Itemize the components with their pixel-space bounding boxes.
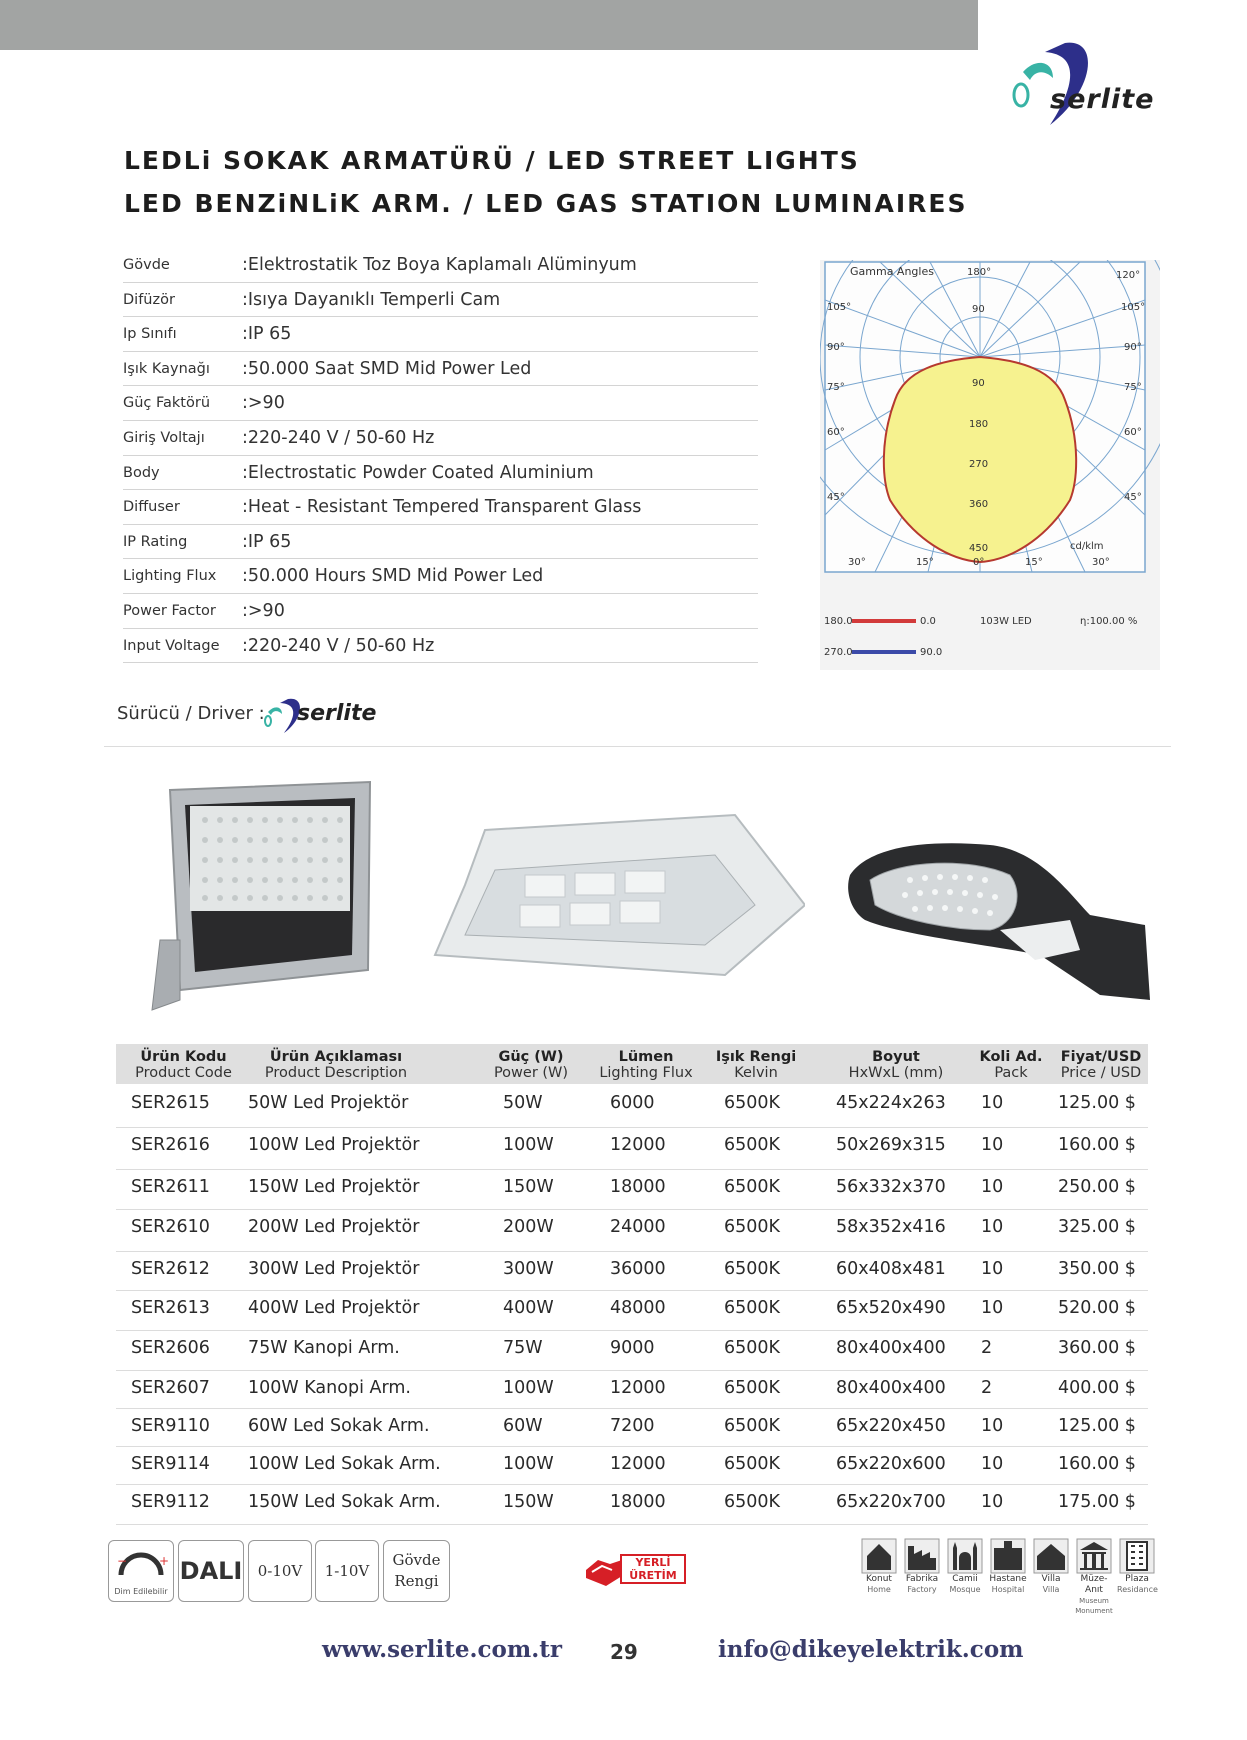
description-cell: 50W Led Projektör <box>248 1093 409 1113</box>
spec-value: :50.000 Hours SMD Mid Power Led <box>242 566 544 587</box>
kelvin-cell: 6500K <box>724 1378 781 1398</box>
pack-cell: 10 <box>981 1298 1004 1318</box>
spec-value: :IP 65 <box>242 531 292 552</box>
efficiency-label: η:100.00 % <box>1080 616 1138 627</box>
description-cell: 100W Led Projektör <box>248 1135 420 1155</box>
power-cell: 400W <box>503 1298 554 1318</box>
legend-label: 270.0 <box>824 647 853 658</box>
unit-label: cd/klm <box>1070 541 1104 552</box>
pack-cell: 10 <box>981 1135 1004 1155</box>
size-cell: 80x400x400 <box>836 1378 946 1398</box>
building-label-en: Mosque <box>949 1585 981 1594</box>
building-label: Villa <box>1041 1574 1061 1584</box>
spec-label: Giriş Voltajı <box>123 429 205 446</box>
angle-left-label: 105° <box>827 302 852 313</box>
table-row <box>116 1446 1148 1485</box>
size-cell: 50x269x315 <box>836 1135 946 1155</box>
table-row <box>116 1085 1148 1128</box>
building-factory <box>902 1538 942 1595</box>
power-cell: 100W <box>503 1378 554 1398</box>
power-cell: 100W <box>503 1454 554 1474</box>
hospital-icon <box>990 1538 1026 1574</box>
page-title-2: LED BENZiNLiK ARM. / LED GAS STATION LUMINAIRES <box>124 189 968 218</box>
table-row <box>116 1408 1148 1447</box>
dimmable-label: Dim Edilebilir <box>114 1587 168 1596</box>
table-row <box>116 1169 1148 1210</box>
size-cell: 45x224x263 <box>836 1093 946 1113</box>
product-code-cell: SER2611 <box>131 1177 210 1197</box>
lumen-cell: 12000 <box>610 1135 666 1155</box>
ring-label: 270 <box>969 459 989 470</box>
building-label-en: Hospital <box>991 1585 1025 1594</box>
size-cell: 65x220x600 <box>836 1454 946 1474</box>
legend-label: 0.0 <box>920 616 936 627</box>
lumen-cell: 7200 <box>610 1416 655 1436</box>
angle-right-label: 90° <box>1124 342 1142 353</box>
building-label-en: Villa <box>1042 1585 1060 1594</box>
angle-right-label: 45° <box>1124 492 1142 503</box>
pack-cell: 10 <box>981 1492 1004 1512</box>
ring-label: 450 <box>969 543 989 554</box>
divider <box>104 746 1171 747</box>
ring-label: 90 <box>972 304 985 315</box>
mosque-icon <box>947 1538 983 1574</box>
spec-row <box>123 525 758 560</box>
building-label-en: Factory <box>907 1585 937 1594</box>
building-label-en: Home <box>867 1585 891 1594</box>
angle-left-label: 60° <box>827 427 845 438</box>
spec-value: :220-240 V / 50-60 Hz <box>242 635 435 656</box>
column-header: Ürün Kodu Product Code <box>135 1049 232 1081</box>
angle-right-label: 105° <box>1121 302 1146 313</box>
1-10v-label: 1-10V <box>324 1562 370 1580</box>
spec-value: :Heat - Resistant Tempered Transparent Glass <box>242 497 642 518</box>
angle-bottom-label: 30° <box>848 557 866 568</box>
size-cell: 65x520x490 <box>836 1298 946 1318</box>
description-cell: 60W Led Sokak Arm. <box>248 1416 430 1436</box>
building-label: Hastane <box>989 1574 1027 1584</box>
column-header: Fiyat/USD Price / USD <box>1060 1049 1142 1081</box>
description-cell: 100W Led Sokak Arm. <box>248 1454 441 1474</box>
spec-value: :Elektrostatik Toz Boya Kaplamalı Alüminyum <box>242 255 637 275</box>
light-distribution-diagram <box>820 260 1160 670</box>
kelvin-cell: 6500K <box>724 1454 781 1474</box>
spec-label: IP Rating <box>123 533 188 550</box>
plaza-icon <box>1119 1538 1155 1574</box>
product-code-cell: SER2606 <box>131 1338 210 1358</box>
product-code-cell: SER2615 <box>131 1093 210 1113</box>
size-cell: 60x408x481 <box>836 1259 946 1279</box>
power-cell: 150W <box>503 1492 554 1512</box>
kelvin-cell: 6500K <box>724 1135 781 1155</box>
dali-badge <box>178 1540 244 1602</box>
spec-row <box>123 386 758 421</box>
product-code-cell: SER9112 <box>131 1492 210 1512</box>
kelvin-cell: 6500K <box>724 1492 781 1512</box>
spec-label: Güç Faktörü <box>123 395 211 412</box>
price-cell: 400.00 $ <box>1058 1378 1136 1398</box>
dali-label: DALI <box>179 1557 243 1585</box>
spec-value: :>90 <box>242 393 285 414</box>
angle-bottom-label: 15° <box>1025 557 1043 568</box>
spec-row <box>123 421 758 456</box>
price-cell: 360.00 $ <box>1058 1338 1136 1358</box>
product-code-cell: SER9110 <box>131 1416 210 1436</box>
spec-row <box>123 559 758 594</box>
power-cell: 60W <box>503 1416 543 1436</box>
top-bar <box>0 0 978 50</box>
pack-cell: 2 <box>981 1378 993 1398</box>
spec-row <box>123 248 758 283</box>
building-label: Konut <box>866 1574 892 1584</box>
angle-bottom-label: 30° <box>1092 557 1110 568</box>
kelvin-cell: 6500K <box>724 1217 781 1237</box>
column-header: Koli Ad. Pack <box>979 1049 1043 1081</box>
1-10v-badge <box>315 1540 379 1602</box>
legend-label: 180.0 <box>824 616 853 627</box>
product-code-cell: SER9114 <box>131 1454 210 1474</box>
angle-top-label: 180° <box>967 267 992 278</box>
led-projector-image <box>140 770 380 1015</box>
pack-cell: 10 <box>981 1217 1004 1237</box>
price-cell: 250.00 $ <box>1058 1177 1136 1197</box>
column-header: Boyut HxWxL (mm) <box>848 1049 944 1081</box>
power-cell: 200W <box>503 1217 554 1237</box>
lumen-cell: 6000 <box>610 1093 655 1113</box>
kelvin-cell: 6500K <box>724 1298 781 1318</box>
table-header <box>116 1044 1148 1084</box>
size-cell: 80x400x400 <box>836 1338 946 1358</box>
svg-text:+: + <box>159 1554 170 1568</box>
email-link[interactable]: info@dikeyelektrik.com <box>718 1636 1024 1663</box>
size-cell: 65x220x450 <box>836 1416 946 1436</box>
lumen-cell: 9000 <box>610 1338 655 1358</box>
description-cell: 400W Led Projektör <box>248 1298 420 1318</box>
spec-row <box>123 317 758 352</box>
0-10v-badge <box>248 1540 312 1602</box>
spec-row <box>123 490 758 525</box>
table-row <box>116 1290 1148 1331</box>
ring-label: 90 <box>972 378 985 389</box>
description-cell: 100W Kanopi Arm. <box>248 1378 411 1398</box>
spec-label: Ip Sınıfı <box>123 326 177 343</box>
size-cell: 56x332x370 <box>836 1177 946 1197</box>
price-cell: 125.00 $ <box>1058 1093 1136 1113</box>
spec-row <box>123 283 758 318</box>
column-header: Güç (W) Power (W) <box>493 1049 569 1081</box>
lumen-cell: 12000 <box>610 1378 666 1398</box>
building-label-en: Residance <box>1117 1585 1158 1594</box>
lumen-cell: 48000 <box>610 1298 666 1318</box>
angle-left-label: 90° <box>827 342 845 353</box>
spec-label: Input Voltage <box>123 637 220 654</box>
description-cell: 150W Led Projektör <box>248 1177 420 1197</box>
table-row <box>116 1370 1148 1409</box>
table-row <box>116 1330 1148 1371</box>
kelvin-cell: 6500K <box>724 1093 781 1113</box>
angle-left-label: 45° <box>827 492 845 503</box>
description-cell: 300W Led Projektör <box>248 1259 420 1279</box>
price-cell: 125.00 $ <box>1058 1416 1136 1436</box>
angle-right-label: 75° <box>1124 382 1142 393</box>
spec-value: :Isıya Dayanıklı Temperli Cam <box>242 289 501 310</box>
building-label-en: Museum Monument <box>1075 1597 1113 1615</box>
0-10v-label: 0-10V <box>257 1562 303 1580</box>
gamma-angles-label: Gamma Angles <box>850 265 934 278</box>
pack-cell: 2 <box>981 1338 993 1358</box>
legend-label: 90.0 <box>920 647 943 658</box>
spec-value: :IP 65 <box>242 324 292 345</box>
building-museum <box>1074 1538 1114 1616</box>
local-production-badge <box>584 1550 684 1590</box>
building-hospital <box>988 1538 1028 1595</box>
spec-label: Difüzör <box>123 291 175 308</box>
spec-label: Gövde <box>123 257 170 273</box>
spec-value: :50.000 Saat SMD Mid Power Led <box>242 358 532 379</box>
column-header: Ürün Açıklaması Product Description <box>264 1049 408 1081</box>
product-code-cell: SER2612 <box>131 1259 210 1279</box>
body-color-label: Gövde Rengi <box>392 1551 441 1590</box>
led-label: 103W LED <box>980 616 1032 627</box>
size-cell: 65x220x700 <box>836 1492 946 1512</box>
spec-row <box>123 352 758 387</box>
kelvin-cell: 6500K <box>724 1177 781 1197</box>
building-label: Camii <box>952 1574 978 1584</box>
description-cell: 200W Led Projektör <box>248 1217 420 1237</box>
angle-bottom-label: 15° <box>916 557 934 568</box>
svg-text:−: − <box>117 1554 128 1568</box>
villa-icon <box>1033 1538 1069 1574</box>
spec-row <box>123 629 758 664</box>
building-home <box>859 1538 899 1595</box>
ring-label: 360 <box>969 499 989 510</box>
spec-label: Body <box>123 464 160 481</box>
price-cell: 160.00 $ <box>1058 1135 1136 1155</box>
price-cell: 350.00 $ <box>1058 1259 1136 1279</box>
home-icon <box>861 1538 897 1574</box>
page-title-1: LEDLi SOKAK ARMATÜRÜ / LED STREET LIGHTS <box>124 146 860 175</box>
pack-cell: 10 <box>981 1093 1004 1113</box>
description-cell: 75W Kanopi Arm. <box>248 1338 400 1358</box>
spec-label: Power Factor <box>123 602 216 619</box>
spec-value: :Electrostatic Powder Coated Aluminium <box>242 462 594 483</box>
power-cell: 300W <box>503 1259 554 1279</box>
body-color-badge <box>383 1540 450 1602</box>
power-cell: 150W <box>503 1177 554 1197</box>
lumen-cell: 18000 <box>610 1492 666 1512</box>
power-cell: 75W <box>503 1338 543 1358</box>
factory-icon <box>904 1538 940 1574</box>
local-production-label: YERLİ ÜRETİM <box>620 1554 686 1584</box>
product-code-cell: SER2610 <box>131 1217 210 1237</box>
pack-cell: 10 <box>981 1416 1004 1436</box>
lumen-cell: 36000 <box>610 1259 666 1279</box>
power-cell: 100W <box>503 1135 554 1155</box>
driver-brand-name: serlite <box>297 701 377 726</box>
museum-icon <box>1076 1538 1112 1574</box>
handshake-icon <box>584 1550 624 1590</box>
pack-cell: 10 <box>981 1177 1004 1197</box>
canopy-light-image <box>425 805 805 985</box>
angle-right-label: 60° <box>1124 427 1142 438</box>
product-code-cell: SER2607 <box>131 1378 210 1398</box>
lumen-cell: 18000 <box>610 1177 666 1197</box>
column-header: Lümen Lighting Flux <box>599 1049 693 1081</box>
size-cell: 58x352x416 <box>836 1217 946 1237</box>
angle-bottom-label: 0° <box>973 557 985 568</box>
building-plaza <box>1117 1538 1157 1595</box>
spec-value: :220-240 V / 50-60 Hz <box>242 427 435 448</box>
column-header: Işık Rengi Kelvin <box>715 1049 797 1081</box>
product-code-cell: SER2613 <box>131 1298 210 1318</box>
dimmable-badge <box>108 1540 174 1602</box>
building-label: Fabrika <box>905 1574 939 1584</box>
spec-label: Diffuser <box>123 499 180 516</box>
spec-label: Işık Kaynağı <box>123 360 210 377</box>
kelvin-cell: 6500K <box>724 1259 781 1279</box>
angle-corner-label: 120° <box>1116 270 1141 281</box>
building-label: Müze-Anıt <box>1080 1574 1108 1595</box>
power-cell: 50W <box>503 1093 543 1113</box>
price-cell: 160.00 $ <box>1058 1454 1136 1474</box>
product-code-cell: SER2616 <box>131 1135 210 1155</box>
description-cell: 150W Led Sokak Arm. <box>248 1492 441 1512</box>
table-row <box>116 1127 1148 1170</box>
brand-name: serlite <box>1050 84 1155 115</box>
price-cell: 175.00 $ <box>1058 1492 1136 1512</box>
table-row <box>116 1484 1148 1525</box>
spec-label: Lighting Flux <box>123 568 217 585</box>
spec-list <box>123 248 758 663</box>
price-cell: 520.00 $ <box>1058 1298 1136 1318</box>
kelvin-cell: 6500K <box>724 1338 781 1358</box>
dimmable-icon <box>109 1541 173 1585</box>
building-villa <box>1031 1538 1071 1595</box>
kelvin-cell: 6500K <box>724 1416 781 1436</box>
pack-cell: 10 <box>981 1259 1004 1279</box>
spec-value: :>90 <box>242 600 285 621</box>
table-row <box>116 1209 1148 1252</box>
driver-label: Sürücü / Driver : <box>117 703 265 724</box>
spec-row <box>123 456 758 491</box>
building-label: Plaza <box>1125 1574 1149 1584</box>
lumen-cell: 24000 <box>610 1217 666 1237</box>
page-number: 29 <box>610 1640 638 1664</box>
table-row <box>116 1251 1148 1291</box>
pack-cell: 10 <box>981 1454 1004 1474</box>
website-link[interactable]: www.serlite.com.tr <box>322 1636 562 1663</box>
price-cell: 325.00 $ <box>1058 1217 1136 1237</box>
building-mosque <box>945 1538 985 1595</box>
ring-label: 180 <box>969 419 989 430</box>
angle-left-label: 75° <box>827 382 845 393</box>
lumen-cell: 12000 <box>610 1454 666 1474</box>
spec-row <box>123 594 758 629</box>
street-light-image <box>840 835 1160 1000</box>
